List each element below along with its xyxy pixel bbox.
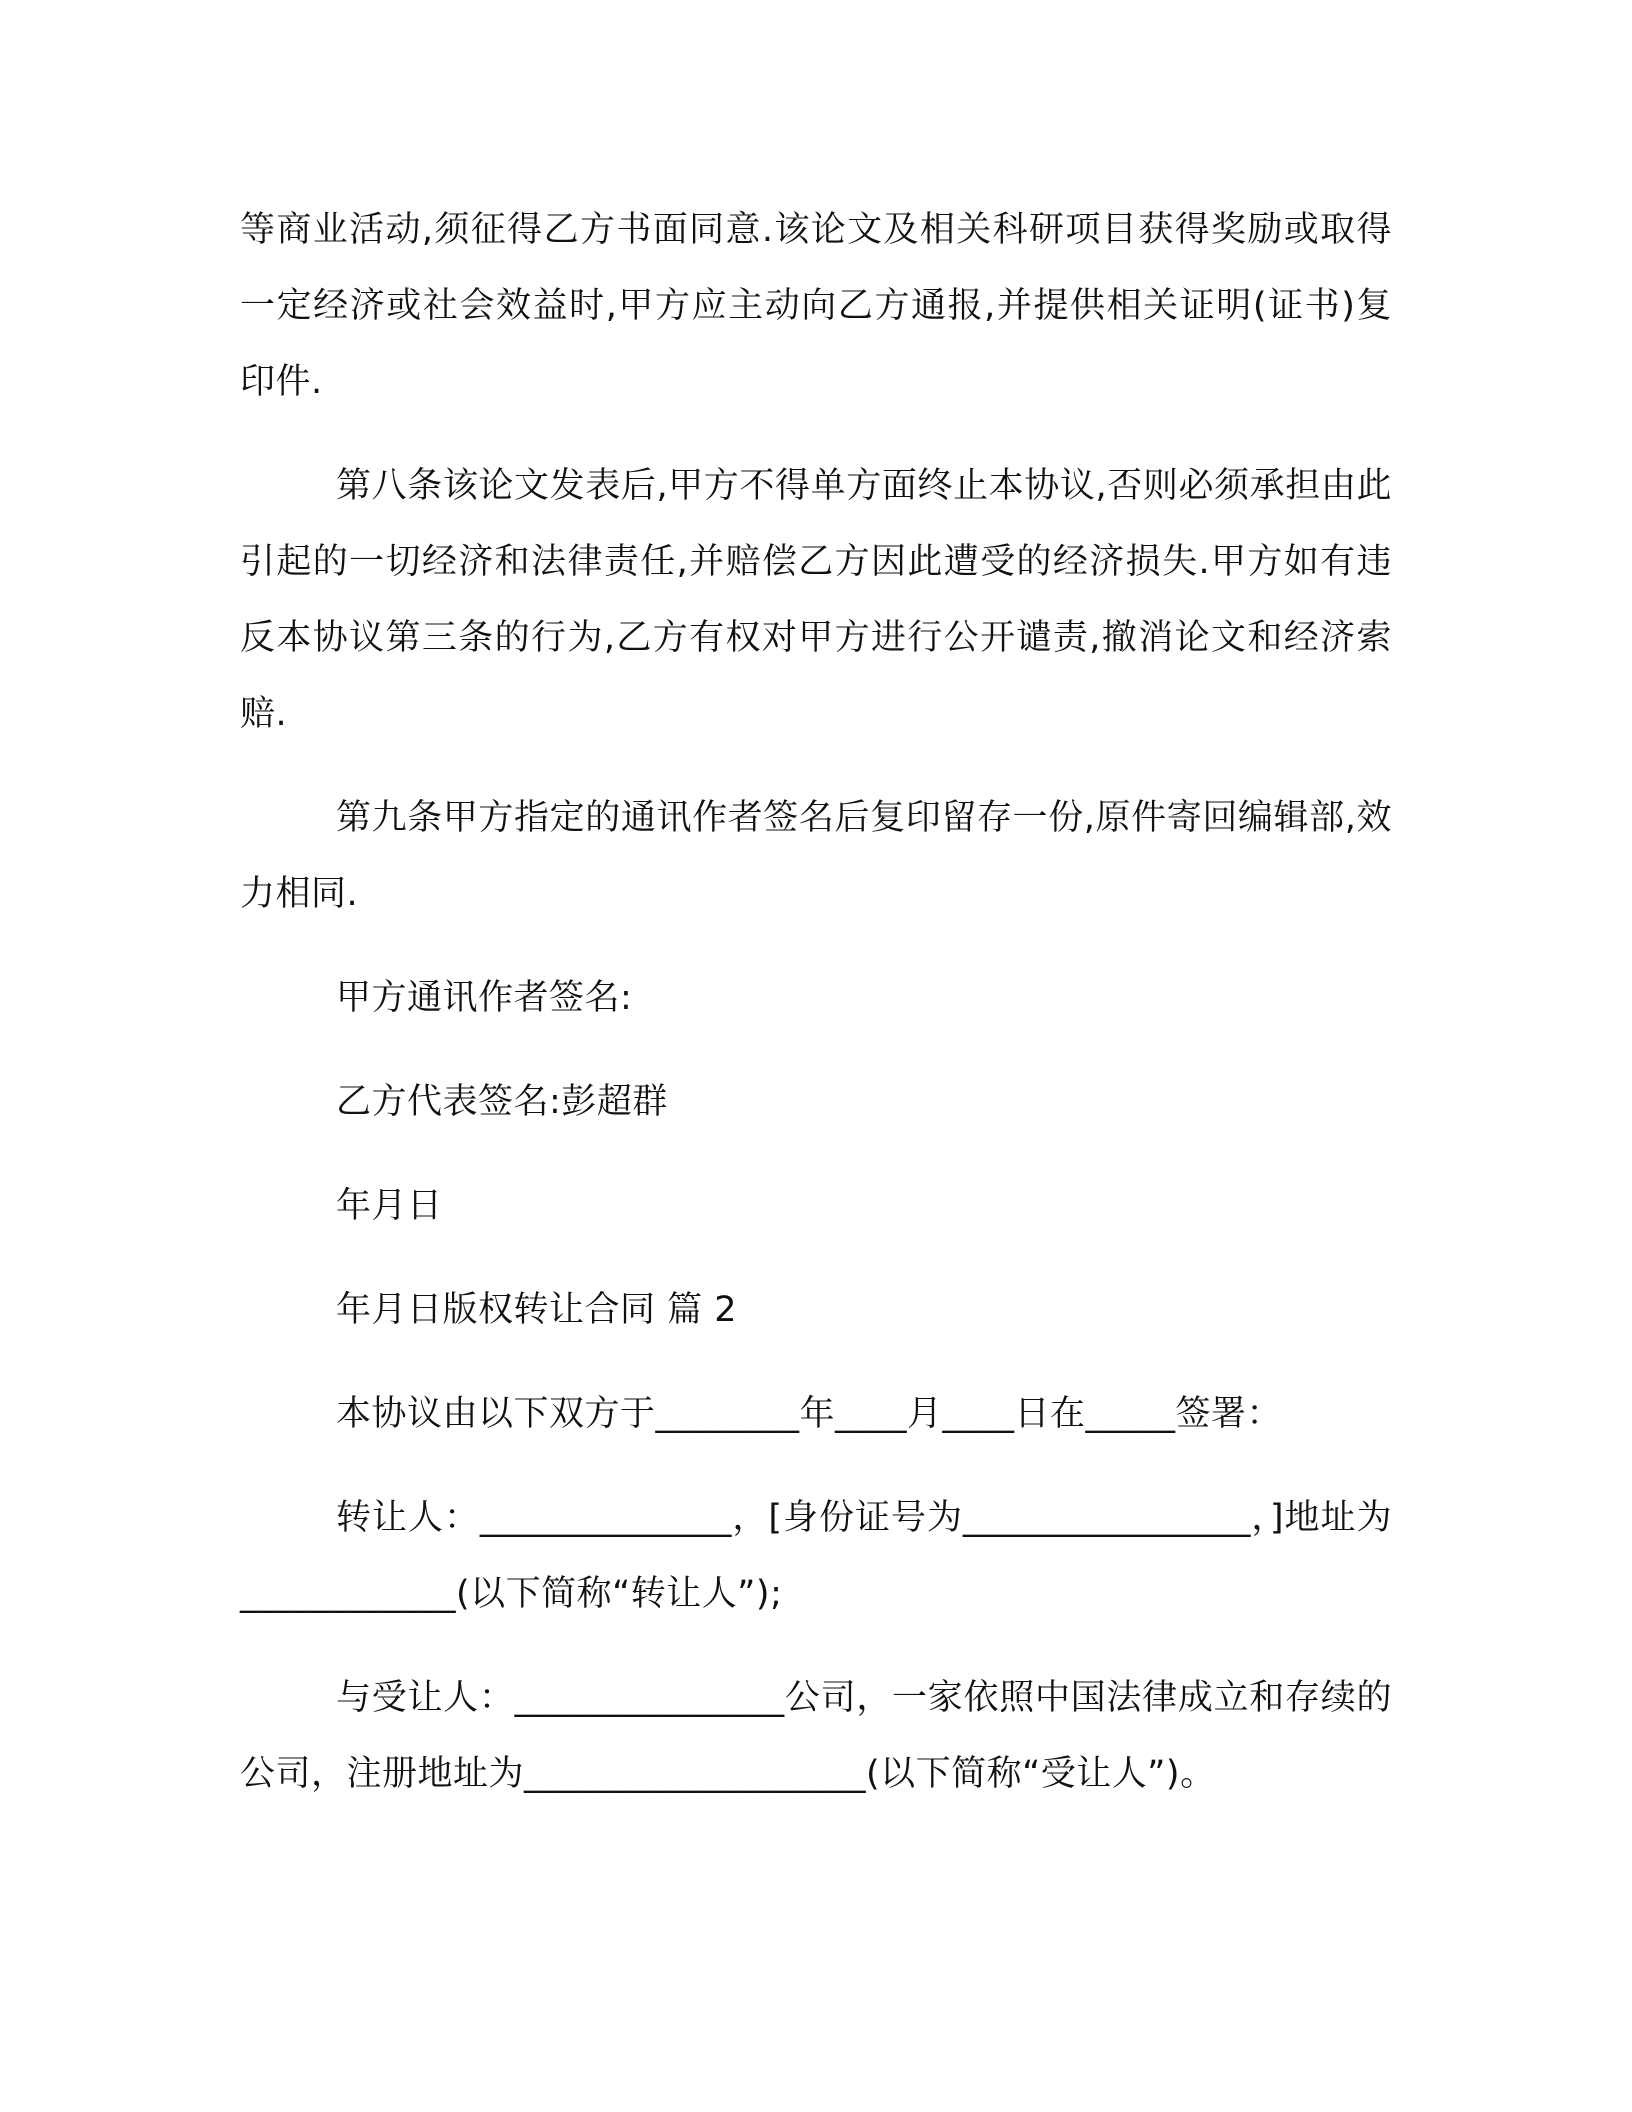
paragraph-article-8: 第八条该论文发表后,甲方不得单方面终止本协议,否则必须承担由此引起的一切经济和法律责任,并赔偿乙方因此遭受的经济损失.甲方如有违反本协议第三条的行为,乙方有权对甲方进行公开谴责,撤消论文和经济索赔. — [240, 466, 1392, 734]
transferor-clause: 转让人：______________，[身份证号为________________，]地址为____________(以下简称“转让人”); — [240, 1498, 1392, 1614]
paragraph-continuation: 等商业活动,须征得乙方书面同意.该论文及相关科研项目获得奖励或取得一定经济或社会效益时,甲方应主动向乙方通报,并提供相关证明(证书)复印件. — [240, 210, 1392, 402]
section-heading: 年月日版权转让合同 篇 2 — [336, 1290, 738, 1330]
transferee-clause: 与受让人：_______________公司，一家依照中国法律成立和存续的公司，注册地址为___________________(以下简称“受让人”)。 — [240, 1678, 1392, 1794]
agreement-intro: 本协议由以下双方于________年____月____日在_____签署： — [336, 1394, 1283, 1434]
party-b-signature-line: 乙方代表签名:彭超群 — [336, 1082, 668, 1122]
document-body — [240, 192, 1392, 1840]
paragraph-article-9: 第九条甲方指定的通讯作者签名后复印留存一份,原件寄回编辑部,效力相同. — [240, 798, 1392, 914]
party-a-signature-line: 甲方通讯作者签名: — [336, 978, 633, 1018]
date-line: 年月日 — [336, 1186, 443, 1226]
